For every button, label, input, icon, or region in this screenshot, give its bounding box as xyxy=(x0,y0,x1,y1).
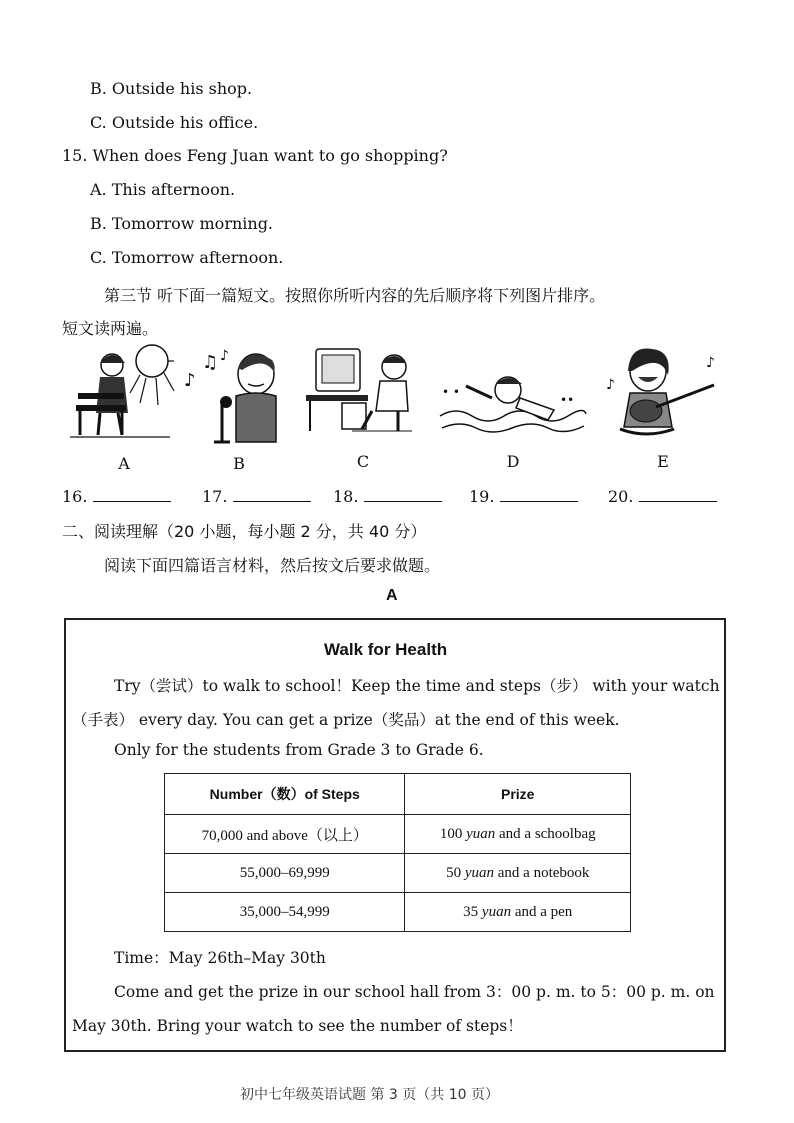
option-b: B. Outside his shop. xyxy=(90,79,253,98)
svg-text:♪: ♪ xyxy=(706,355,715,371)
passage-p2: Only for the students from Grade 3 to Grade 6. xyxy=(114,741,484,759)
table-row xyxy=(165,893,631,932)
answer-blank-20[interactable]: 20. xyxy=(608,487,717,506)
picture-label-e: E xyxy=(657,452,669,471)
reading-instruction: 阅读下面四篇语言材料，然后按文后要求做题。 xyxy=(104,556,441,575)
blank-line[interactable] xyxy=(639,487,717,502)
q15-option-c: C. Tomorrow afternoon. xyxy=(90,248,284,267)
prize-table xyxy=(164,773,631,932)
answer-blank-16[interactable]: 16. xyxy=(62,487,171,506)
passage-p1-line1: Try（尝试）to walk to school！Keep the time and steps（步） with your watch xyxy=(114,677,720,695)
svg-text:• •: • • xyxy=(442,385,460,399)
picture-label-a: A xyxy=(118,454,130,473)
page-footer: 初中七年级英语试题 第 3 页（共 10 页） xyxy=(240,1087,499,1103)
steps-cell: 35,000–54,999 xyxy=(165,893,405,932)
passage-p3-line1: Come and get the prize in our school hall from 3：00 p. m. to 5：00 p. m. on xyxy=(114,983,715,1001)
table-row xyxy=(165,854,631,893)
boy-singing-icon xyxy=(180,346,290,446)
table-header-row xyxy=(165,774,631,815)
svg-text:••: •• xyxy=(560,393,575,407)
section3-instruction-cont: 短文读两遍。 xyxy=(62,319,159,338)
steps-cell: 70,000 and above（以上） xyxy=(165,815,405,854)
answer-blank-19[interactable]: 19. xyxy=(469,487,578,506)
picture-label-d: D xyxy=(506,452,520,471)
blank-line[interactable] xyxy=(93,487,171,502)
passage-time: Time：May 26th–May 30th xyxy=(114,949,326,967)
answer-blank-17[interactable]: 17. xyxy=(202,487,311,506)
prize-cell: 100 yuan and a schoolbag xyxy=(405,815,631,854)
passage-letter: A xyxy=(386,587,398,604)
girl-on-bench-icon xyxy=(70,343,175,443)
blank-line[interactable] xyxy=(364,487,442,502)
header-steps: Number（数）of Steps xyxy=(165,774,405,815)
q15-option-a: A. This afternoon. xyxy=(90,180,236,199)
svg-text:♫: ♫ xyxy=(202,352,219,373)
q15-option-b: B. Tomorrow morning. xyxy=(90,214,274,233)
section3-instruction: 第三节 听下面一篇短文。按照你所听内容的先后顺序将下列图片排序。 xyxy=(104,286,606,305)
part-title: 二、阅读理解（20 小题，每小题 2 分，共 40 分） xyxy=(62,522,427,541)
boy-swimming-icon xyxy=(436,368,588,438)
girl-at-computer-icon xyxy=(302,343,414,438)
header-prize: Prize xyxy=(405,774,631,815)
svg-text:♪: ♪ xyxy=(184,370,196,391)
blank-line[interactable] xyxy=(233,487,311,502)
question-15: 15. When does Feng Juan want to go shopping? xyxy=(62,146,448,165)
prize-cell: 35 yuan and a pen xyxy=(405,893,631,932)
picture-label-b: B xyxy=(233,454,245,473)
svg-text:♪: ♪ xyxy=(606,377,615,393)
passage-p3-line2: May 30th. Bring your watch to see the number of steps！ xyxy=(72,1017,523,1035)
answer-blank-18[interactable]: 18. xyxy=(333,487,442,506)
svg-text:♪: ♪ xyxy=(220,348,229,364)
picture-label-c: C xyxy=(356,452,370,471)
steps-cell: 55,000–69,999 xyxy=(165,854,405,893)
passage-p1-line2: （手表） every day. You can get a prize（奖品）at the end of this week. xyxy=(72,711,620,729)
table-row xyxy=(165,815,631,854)
girl-guitar-icon xyxy=(602,345,722,440)
option-c: C. Outside his office. xyxy=(90,113,259,132)
passage-title: Walk for Health xyxy=(324,640,448,659)
prize-cell: 50 yuan and a notebook xyxy=(405,854,631,893)
blank-line[interactable] xyxy=(500,487,578,502)
